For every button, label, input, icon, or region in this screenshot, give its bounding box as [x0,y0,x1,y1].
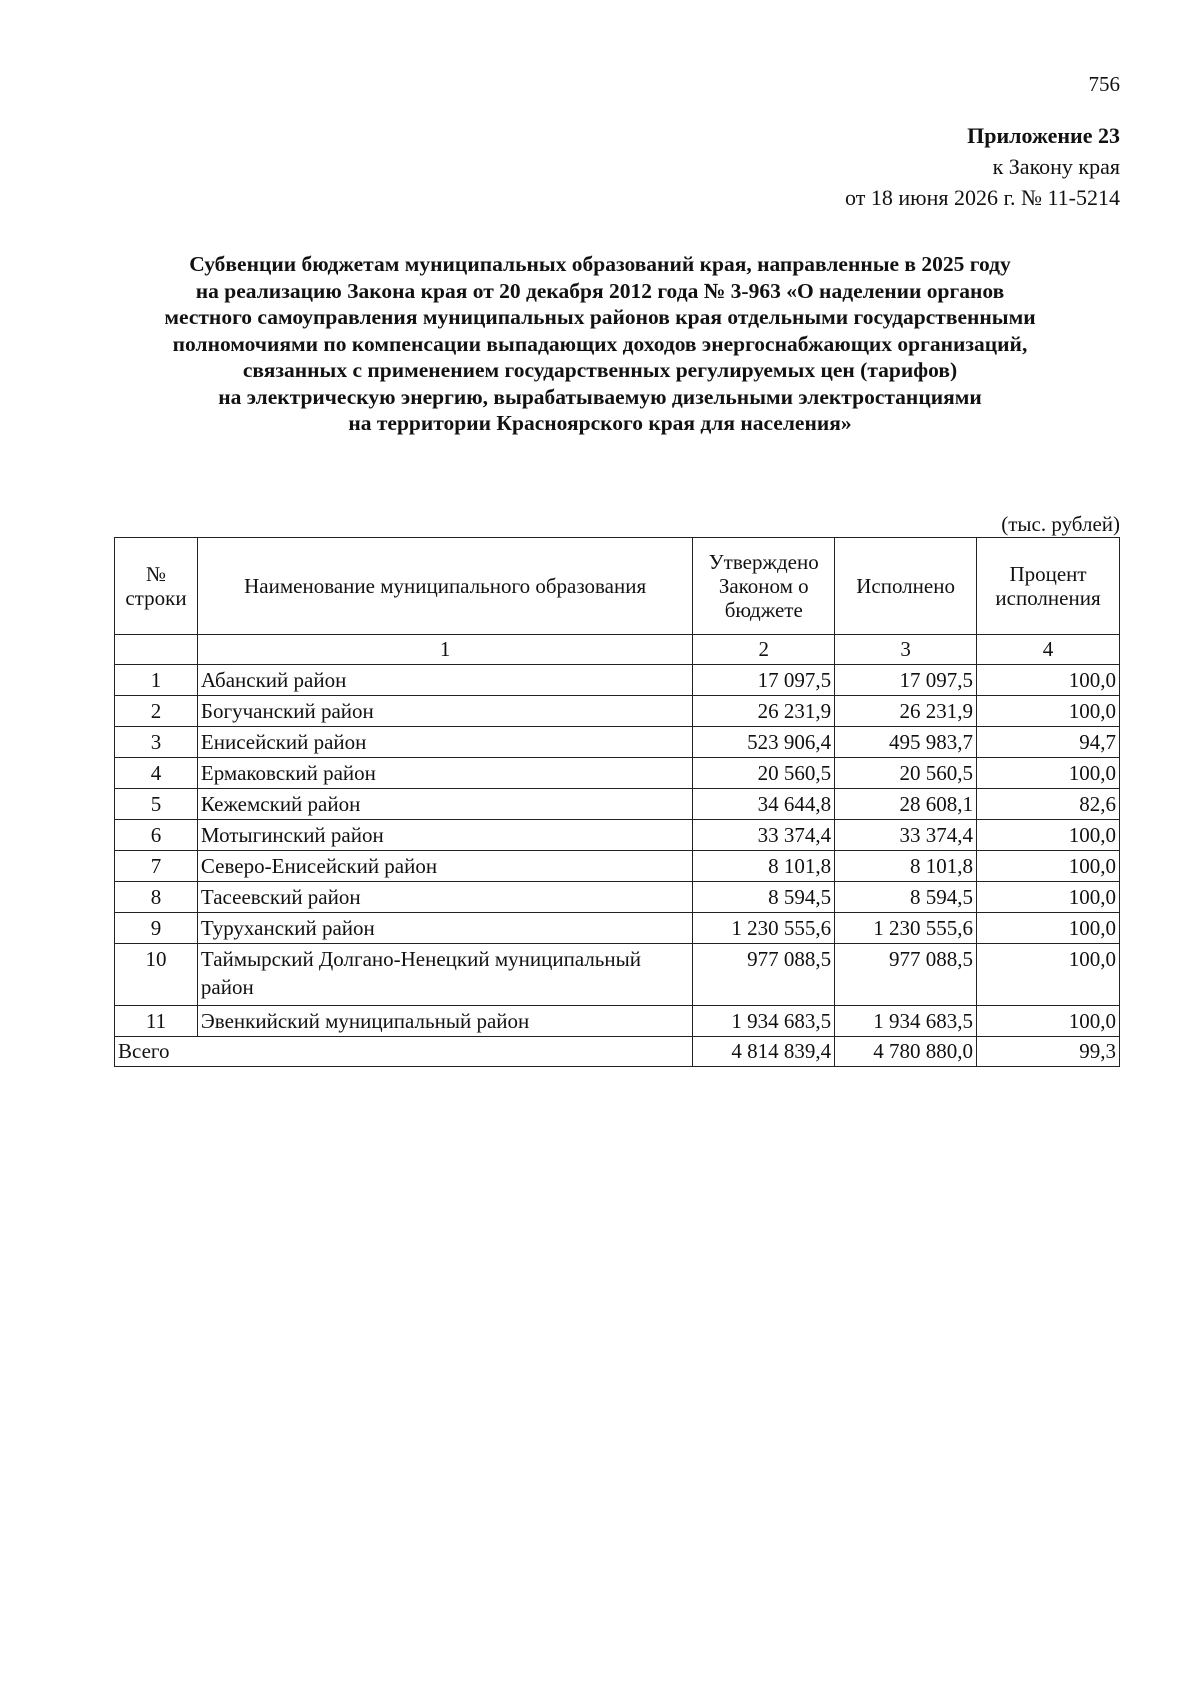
approved-amount: 33 374,4 [693,820,835,851]
executed-amount: 1 230 555,6 [835,913,977,944]
approved-amount: 34 644,8 [693,789,835,820]
title-line: полномочиями по компенсации выпадающих доходов энергоснабжающих организаций, [172,331,1028,356]
approved-amount: 523 906,4 [693,727,835,758]
executed-amount: 33 374,4 [835,820,977,851]
table-row [115,727,1120,758]
document-title [80,251,1120,437]
table-row [115,882,1120,913]
table-row [115,913,1120,944]
column-number: 1 [197,635,692,665]
execution-percent: 100,0 [977,665,1120,696]
execution-percent: 100,0 [977,913,1120,944]
appendix-title: Приложение 23 [967,123,1120,148]
execution-percent: 100,0 [977,758,1120,789]
approved-amount: 20 560,5 [693,758,835,789]
approved-amount: 8 101,8 [693,851,835,882]
row-number: 3 [115,727,198,758]
execution-percent: 100,0 [977,1006,1120,1037]
municipality-name: Эвенкийский муниципальный район [197,1006,692,1037]
row-number: 2 [115,696,198,727]
approved-amount: 1 934 683,5 [693,1006,835,1037]
executed-amount: 8 101,8 [835,851,977,882]
approved-amount: 1 230 555,6 [693,913,835,944]
title-line: связанных с применением государственных регулируемых цен (тарифов) [242,358,958,382]
execution-percent: 100,0 [977,851,1120,882]
table-row [115,696,1120,727]
municipality-name: Мотыгинский район [197,820,692,851]
municipality-name: Туруханский район [197,913,692,944]
row-number: 7 [115,851,198,882]
table-row [115,944,1120,1006]
column-number: 4 [977,635,1120,665]
header-municipality-name: Наименование муниципального образования [197,538,692,635]
title-line: на территории Красноярского края для населения» [348,411,852,435]
row-number: 9 [115,913,198,944]
total-label: Всего [115,1037,693,1067]
title-line: местного самоуправления муниципальных районов края отдельными государственными [164,305,1036,329]
page-number: 756 [1088,72,1120,96]
appendix-law-reference: к Закону края [992,154,1120,179]
header-row-number: № строки [115,538,198,635]
subvention-table [114,537,1120,1067]
header-approved: Утверждено Законом о бюджете [693,538,835,635]
executed-amount: 977 088,5 [835,944,977,1006]
approved-amount: 977 088,5 [693,944,835,1006]
row-number: 6 [115,820,198,851]
execution-percent: 100,0 [977,944,1120,1006]
row-number: 5 [115,789,198,820]
table-row [115,789,1120,820]
executed-amount: 26 231,9 [835,696,977,727]
municipality-name: Тасеевский район [197,882,692,913]
row-number: 8 [115,882,198,913]
table-row [115,665,1120,696]
header-executed: Исполнено [835,538,977,635]
title-line: на электрическую энергию, вырабатываемую дизельными электростанциями [218,384,982,409]
execution-percent: 94,7 [977,727,1120,758]
execution-percent: 100,0 [977,882,1120,913]
executed-amount: 8 594,5 [835,882,977,913]
header-percent: Процент исполнения [977,538,1120,635]
municipality-name: Таймырский Долгано-Ненецкий муниципальный район [197,944,692,1006]
appendix-header [845,120,1120,213]
row-number: 4 [115,758,198,789]
municipality-name: Богучанский район [197,696,692,727]
executed-amount: 495 983,7 [835,727,977,758]
table-header-row [115,538,1120,635]
executed-amount: 17 097,5 [835,665,977,696]
total-executed: 4 780 880,0 [835,1037,977,1067]
title-line: Субвенции бюджетам муниципальных образований края, направленные в 2025 году [189,252,1011,276]
row-number: 11 [115,1006,198,1037]
title-line: на реализацию Закона края от 20 декабря 2012 года № 3-963 «О наделении органов [195,278,1005,303]
row-number: 10 [115,944,198,1006]
approved-amount: 17 097,5 [693,665,835,696]
unit-label: (тыс. рублей) [1001,512,1120,536]
execution-percent: 82,6 [977,789,1120,820]
column-number-row [115,635,1120,665]
table-row [115,851,1120,882]
total-row [115,1037,1120,1067]
municipality-name: Ермаковский район [197,758,692,789]
column-number [115,635,198,665]
execution-percent: 100,0 [977,820,1120,851]
total-percent: 99,3 [977,1037,1120,1067]
municipality-name: Северо-Енисейский район [197,851,692,882]
table-row [115,1006,1120,1037]
column-number: 3 [835,635,977,665]
approved-amount: 8 594,5 [693,882,835,913]
table-row [115,758,1120,789]
executed-amount: 28 608,1 [835,789,977,820]
executed-amount: 1 934 683,5 [835,1006,977,1037]
municipality-name: Кежемский район [197,789,692,820]
total-approved: 4 814 839,4 [693,1037,835,1067]
table-row [115,820,1120,851]
execution-percent: 100,0 [977,696,1120,727]
appendix-law-date: от 18 июня 2026 г. № 11-5214 [845,185,1120,210]
approved-amount: 26 231,9 [693,696,835,727]
row-number: 1 [115,665,198,696]
municipality-name: Енисейский район [197,727,692,758]
executed-amount: 20 560,5 [835,758,977,789]
municipality-name: Абанский район [197,665,692,696]
column-number: 2 [693,635,835,665]
